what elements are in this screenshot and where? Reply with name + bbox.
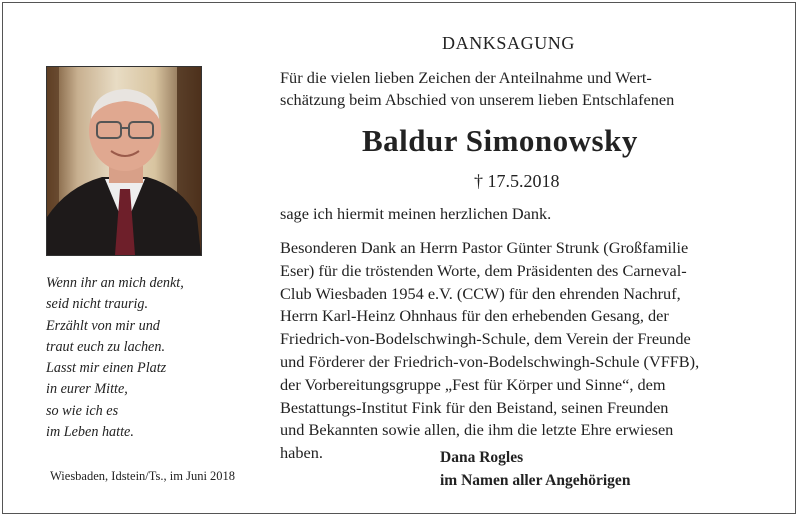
signature-name: Dana Rogles [440, 449, 524, 466]
signature [440, 446, 630, 492]
poem-line: im Leben hatte. [46, 424, 134, 441]
heading: DANKSAGUNG [442, 33, 576, 53]
body-line: Friedrich-von-Bodelschwingh-Schule, dem Verein der Freunde [280, 329, 691, 349]
deceased-name: Baldur Simonowsky [362, 123, 638, 158]
body-line: Besonderen Dank an Herrn Pastor Günter Strunk (Großfamilie [280, 238, 689, 257]
body-text [280, 237, 760, 465]
intro-text [280, 67, 750, 111]
body-line: Bestattungs-Institut Fink für den Beistand, seinen Freunden [280, 397, 669, 417]
poem-line: Wenn ihr an mich denkt, [46, 275, 184, 291]
body-line: und Förderer der Friedrich-von-Bodelschwingh-Schule (VFFB), [280, 351, 700, 371]
poem [46, 273, 246, 443]
place-date: Wiesbaden, Idstein/Ts., im Juni 2018 [50, 469, 236, 483]
intro-line: Für die vielen lieben Zeichen der Anteilnahme und Wert- [280, 68, 652, 87]
signature-role: im Namen aller Angehörigen [440, 472, 631, 489]
poem-line: seid nicht traurig. [46, 296, 149, 313]
poem-line: in eurer Mitte, [46, 381, 128, 398]
death-date: † 17.5.2018 [474, 171, 560, 191]
intro-line: schätzung beim Abschied von unserem lieben Entschlafenen [280, 90, 675, 109]
poem-line: so wie ich es [46, 402, 119, 419]
poem-line: Lasst mir einen Platz [46, 360, 167, 377]
body-line: Club Wiesbaden 1954 e.V. (CCW) für den ehrenden Nachruf, [280, 283, 681, 303]
poem-line: traut euch zu lachen. [46, 338, 165, 355]
body-line: Herrn Karl-Heinz Ohnhaus für den erhebenden Gesang, der [280, 306, 669, 326]
body-line: und Bekannten sowie allen, die ihm die letzte Ehre erwiesen [280, 420, 674, 440]
poem-line: Erzählt von mir und [46, 317, 160, 334]
portrait-photo [46, 66, 202, 256]
body-line: der Vorbereitungsgruppe „Fest für Körper und Sinne“, dem [280, 374, 666, 394]
body-line: Eser) für die tröstenden Worte, dem Präsidenten des Carneval- [280, 260, 687, 280]
body-line: haben. [280, 443, 323, 463]
thanks-line: sage ich hiermit meinen herzlichen Dank. [280, 204, 552, 223]
